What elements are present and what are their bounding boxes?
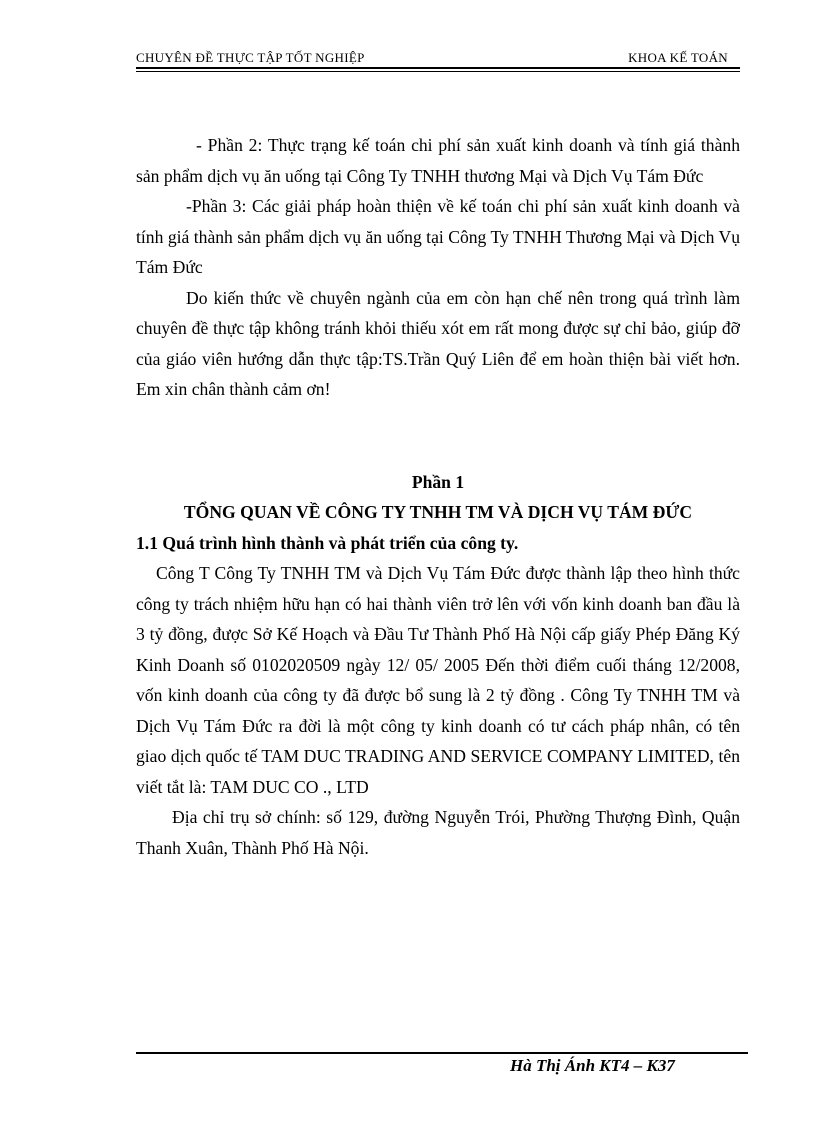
part-title: TỔNG QUAN VỀ CÔNG TY TNHH TM VÀ DỊCH VỤ TÁM ĐỨC: [183, 502, 693, 522]
paragraph-address: Địa chỉ trụ sở chính: số 129, đường Nguyễn Trói, Phường Thượng Đình, Quận Thanh Xuân, Thành Phố Hà Nội.: [136, 807, 740, 858]
section-title: 1.1 Quá trình hình thành và phát triển của công ty.: [136, 532, 519, 553]
header-left-title: CHUYÊN ĐỀ THỰC TẬP TỐT NGHIỆP: [136, 50, 365, 65]
footer-rule: [136, 1052, 748, 1054]
page-header: [136, 50, 740, 66]
spacer: [136, 405, 740, 467]
footer-author: Hà Thị Ánh KT4 – K37: [510, 1056, 675, 1075]
header-right-title: KHOA KẾ TOÁN: [628, 50, 728, 65]
page-content: [136, 130, 740, 863]
header-rule-thin: [136, 71, 740, 72]
header-rule: [136, 67, 740, 69]
paragraph-part2: - Phần 2: Thực trạng kế toán chi phí sản xuất kinh doanh và tính giá thành sản phẩm dịch vụ ăn uống tại Công Ty TNHH thương Mại và Dịch Vụ Tám Đức: [136, 135, 740, 186]
part-label: Phần 1: [411, 471, 465, 492]
paragraph-thanks: Do kiến thức về chuyên ngành của em còn hạn chế nên trong quá trình làm chuyên đề thực tập không tránh khỏi thiếu xót em rất mong được sự chỉ bảo, giúp đỡ của giáo viên hướng dẫn thực tập:TS.Trần Quý Liên để em hoàn thiện bài viết hơn. Em xin chân thành cảm ơn!: [136, 287, 740, 399]
paragraph-company-history: Công T Công Ty TNHH TM và Dịch Vụ Tám Đức được thành lập theo hình thức công ty trách nhiệm hữu hạn có hai thành viên trở lên với vốn kinh doanh ban đầu là 3 tỷ đồng, được Sở Kế Hoạch và Đầu Tư Thành Phố Hà Nội cấp giấy Phép Đăng Ký Kinh Doanh số 0102020509 ngày 12/ 05/ 2005 Đến thời điểm cuối tháng 12/2008, vốn kinh doanh của công ty đã được bổ sung là 2 tỷ đồng . Công Ty TNHH TM và Dịch Vụ Tám Đức ra đời là một công ty kinh doanh có tư cách pháp nhân, có tên giao dịch quốc tế TAM DUC TRADING AND SERVICE COMPANY LIMITED, tên viết tắt là: TAM DUC CO ., LTD: [136, 563, 740, 797]
paragraph-part3: -Phần 3: Các giải pháp hoàn thiện về kế toán chi phí sản xuất kinh doanh và tính giá thành sản phẩm dịch vụ ăn uống tại Công Ty TNHH Thương Mại và Dịch Vụ Tám Đức: [136, 196, 740, 277]
